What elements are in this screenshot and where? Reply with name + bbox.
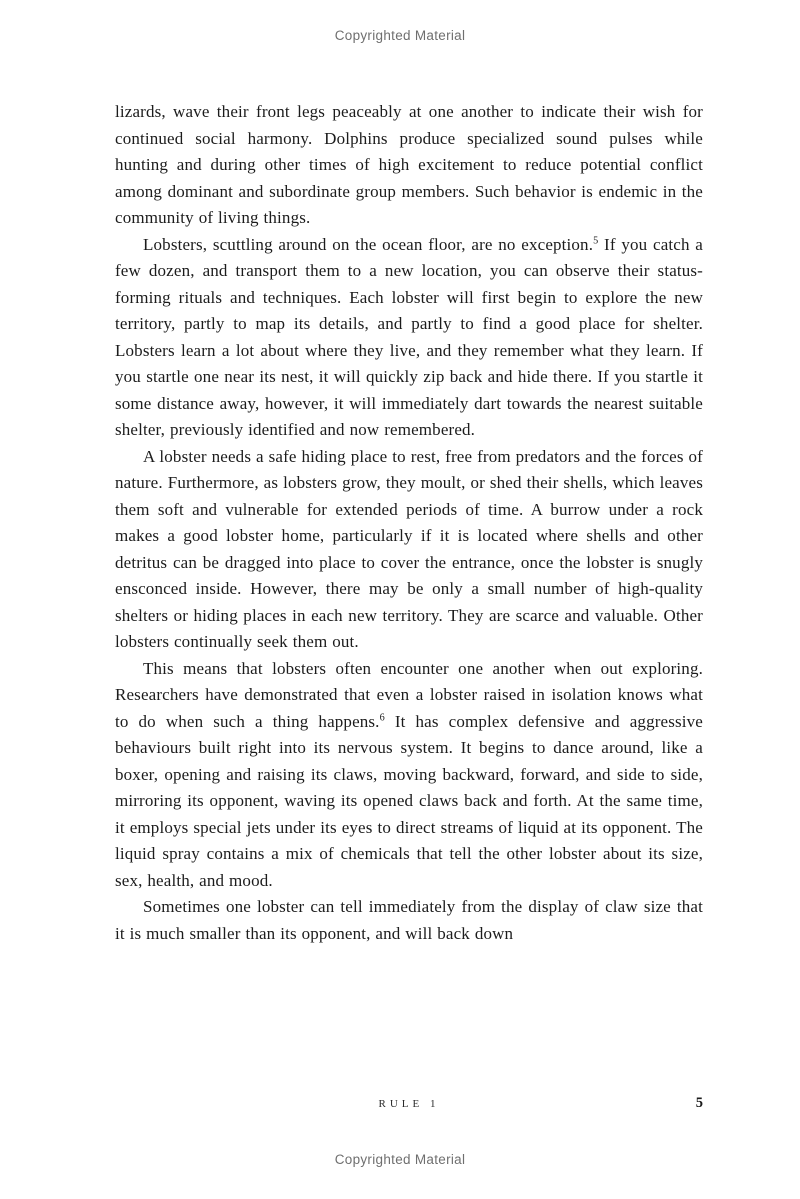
page-number: 5: [695, 1095, 703, 1111]
paragraph-text: If you catch a few dozen, and transport them to a new location, you can observe their status-forming rituals and techniques. Each lobster will first begin to explore the new territory, partly to map its details, and partly to find a good place for shelter. Lobsters learn a lot about where they live, and they remember what they learn. If you startle one near its nest, it will quickly zip back and hide there. If you startle it some distance away, however, it will immediately dart towards the nearest suitable shelter, previously identified and now remembered.: [115, 234, 703, 439]
copyright-notice-top: Copyrighted Material: [334, 28, 466, 43]
paragraph: [115, 444, 703, 656]
paragraph: [115, 656, 703, 895]
paragraph-text: This means that lobsters often encounter one another when out exploring. Researchers have demonstrated that even a lobster raised in isolation knows what to do when such a thing happens.: [115, 658, 703, 731]
paragraph: [115, 99, 703, 232]
paragraph: [115, 894, 703, 947]
paragraph-text: It has complex defensive and aggressive behaviours built right into its nervous system. It begins to dance around, like a boxer, opening and raising its claws, moving backward, forward, and side to side, mirroring its opponent, waving its opened claws back and forth. At the same time, it employs special jets under its eyes to direct streams of liquid at its opponent. The liquid spray contains a mix of chemicals that tell the other lobster about its size, sex, health, and mood.: [115, 711, 703, 890]
paragraph-text: lizards, wave their front legs peaceably at one another to indicate their wish for continued social harmony. Dolphins produce specialized sound pulses while hunting and during other times of high excitement to reduce potential conflict among dominant and subordinate group members. Such behavior is endemic in the community of living things.: [115, 102, 703, 227]
page-text-block: [115, 99, 703, 947]
copyright-notice-bottom: Copyrighted Material: [334, 1152, 466, 1167]
footnote-ref: 5: [593, 234, 599, 246]
chapter-label: RULE 1: [378, 1098, 440, 1110]
paragraph: [115, 232, 703, 444]
running-footer: [115, 1095, 703, 1118]
paragraph-text: A lobster needs a safe hiding place to rest, free from predators and the forces of nature. Furthermore, as lobsters grow, they moult, or shed their shells, which leaves them soft and vulnerable for extended periods of time. A burrow under a rock makes a good lobster home, particularly if it is located where shells and other detritus can be dragged into place to cover the entrance, once the lobster is snugly ensconced inside. However, there may be only a small number of high-quality shelters or hiding places in each new territory. They are scarce and valuable. Other lobsters continually seek them out.: [115, 446, 703, 651]
footnote-ref: 6: [379, 711, 385, 723]
paragraph-text: Lobsters, scuttling around on the ocean floor, are no exception.: [143, 234, 594, 254]
paragraph-text: Sometimes one lobster can tell immediately from the display of claw size that it is much smaller than its opponent, and will back down: [115, 897, 703, 943]
